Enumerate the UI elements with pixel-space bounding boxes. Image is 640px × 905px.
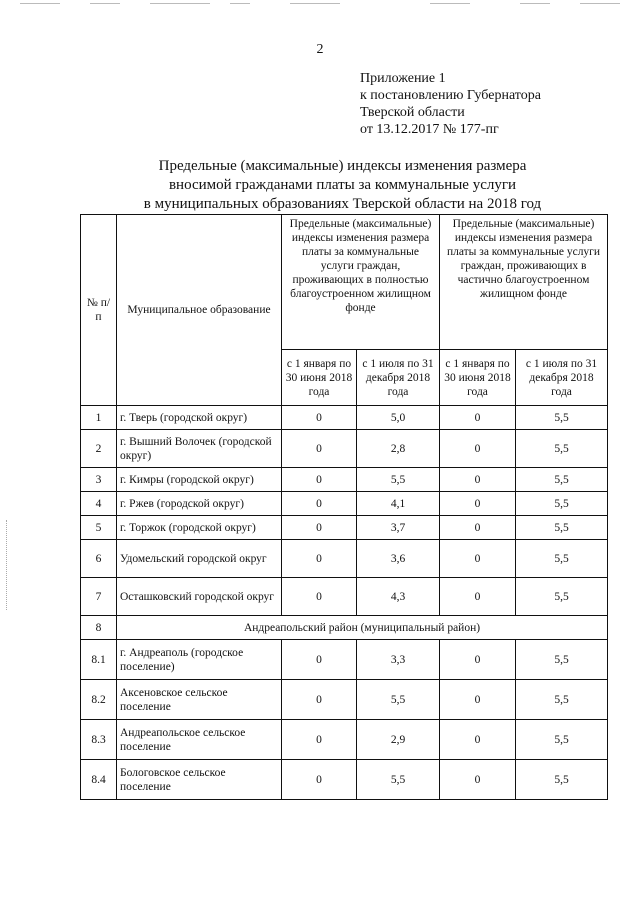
row-name: Бологовское сельское поселение [117,760,282,800]
row-value: 0 [282,578,357,616]
header-period-2: с 1 июля по 31 декабря 2018 года [516,350,608,406]
row-value: 5,5 [516,406,608,430]
table-row [81,430,608,468]
title-line: в муниципальных образованиях Тверской области на 2018 год [143,196,542,212]
row-value: 0 [440,540,516,578]
row-num: 8.3 [81,720,117,760]
header-municipality: Муниципальное образование [117,215,282,406]
table-row [81,680,608,720]
appendix-block [360,70,541,138]
row-value: 4,1 [357,492,440,516]
row-value: 0 [282,406,357,430]
row-num: 6 [81,540,117,578]
row-name: г. Ржев (городской округ) [117,492,282,516]
scan-edge-marks [0,0,640,8]
indices-table [80,214,608,800]
row-value: 0 [282,492,357,516]
row-name: г. Торжок (городской округ) [117,516,282,540]
row-value: 5,5 [516,680,608,720]
table-row [81,578,608,616]
row-value: 5,5 [357,680,440,720]
section-row [81,616,608,640]
table-row [81,492,608,516]
row-name: г. Кимры (городской округ) [117,468,282,492]
row-num: 7 [81,578,117,616]
row-num: 8.2 [81,680,117,720]
table-row [81,640,608,680]
row-value: 0 [440,430,516,468]
table-row [81,540,608,578]
row-value: 5,5 [357,760,440,800]
row-num: 8.4 [81,760,117,800]
row-name: Андреапольское сельское поселение [117,720,282,760]
table-row [81,516,608,540]
row-value: 5,5 [516,468,608,492]
row-value: 0 [440,760,516,800]
row-value: 0 [440,516,516,540]
row-value: 0 [282,680,357,720]
table-row [81,720,608,760]
row-value: 0 [282,640,357,680]
row-num: 2 [81,430,117,468]
row-value: 5,5 [516,492,608,516]
table-row [81,468,608,492]
row-name: Удомельский городской округ [117,540,282,578]
row-value: 5,0 [357,406,440,430]
page-number: 2 [316,42,324,57]
row-num: 4 [81,492,117,516]
row-name: Осташковский городской округ [117,578,282,616]
row-value: 4,3 [357,578,440,616]
appendix-line: Приложение 1 [360,71,446,86]
row-value: 3,6 [357,540,440,578]
row-value: 0 [440,680,516,720]
row-value: 0 [282,430,357,468]
row-value: 5,5 [516,760,608,800]
header-period-1: с 1 января по 30 июня 2018 года [440,350,516,406]
scan-margin-marks [6,520,9,610]
row-num: 5 [81,516,117,540]
row-value: 5,5 [516,578,608,616]
row-value: 5,5 [516,720,608,760]
row-value: 5,5 [357,468,440,492]
appendix-line: Тверской области [360,105,465,120]
row-value: 0 [440,640,516,680]
row-value: 5,5 [516,430,608,468]
row-name: Аксеновское сельское поселение [117,680,282,720]
row-name: г. Тверь (городской округ) [117,406,282,430]
row-value: 0 [440,492,516,516]
document-title [80,157,605,214]
section-num: 8 [81,616,117,640]
table-row [81,760,608,800]
header-num: № п/п [81,215,117,406]
row-value: 0 [282,468,357,492]
row-value: 2,9 [357,720,440,760]
row-value: 5,5 [516,516,608,540]
row-value: 2,8 [357,430,440,468]
title-line: Предельные (максимальные) индексы изменения размера [158,158,527,174]
row-value: 3,7 [357,516,440,540]
row-value: 0 [440,406,516,430]
row-value: 0 [440,468,516,492]
table-row [81,406,608,430]
row-value: 3,3 [357,640,440,680]
row-name: г. Вышний Волочек (городской округ) [117,430,282,468]
row-value: 0 [282,760,357,800]
header-period-2: с 1 июля по 31 декабря 2018 года [357,350,440,406]
row-value: 0 [440,578,516,616]
row-name: г. Андреаполь (городское поселение) [117,640,282,680]
row-value: 0 [282,720,357,760]
title-line: вносимой гражданами платы за коммунальные услуги [168,177,517,193]
row-num: 8.1 [81,640,117,680]
row-value: 5,5 [516,540,608,578]
row-value: 0 [282,540,357,578]
appendix-line: от 13.12.2017 № 177-пг [360,122,499,137]
header-period-1: с 1 января по 30 июня 2018 года [282,350,357,406]
header-group-full: Предельные (максимальные) индексы изменения размера платы за коммунальные услуги граждан, проживающих в полностью благоустроенном жилищном фонде [282,215,440,350]
header-group-partial: Предельные (максимальные) индексы изменения размера платы за коммунальные услуги граждан, проживающих в частично благоустроенном жилищном фонде [440,215,608,350]
row-value: 5,5 [516,640,608,680]
row-num: 1 [81,406,117,430]
row-num: 3 [81,468,117,492]
appendix-line: к постановлению Губернатора [360,88,541,103]
row-value: 0 [440,720,516,760]
row-value: 0 [282,516,357,540]
section-label: Андреапольский район (муниципальный район) [117,616,608,640]
